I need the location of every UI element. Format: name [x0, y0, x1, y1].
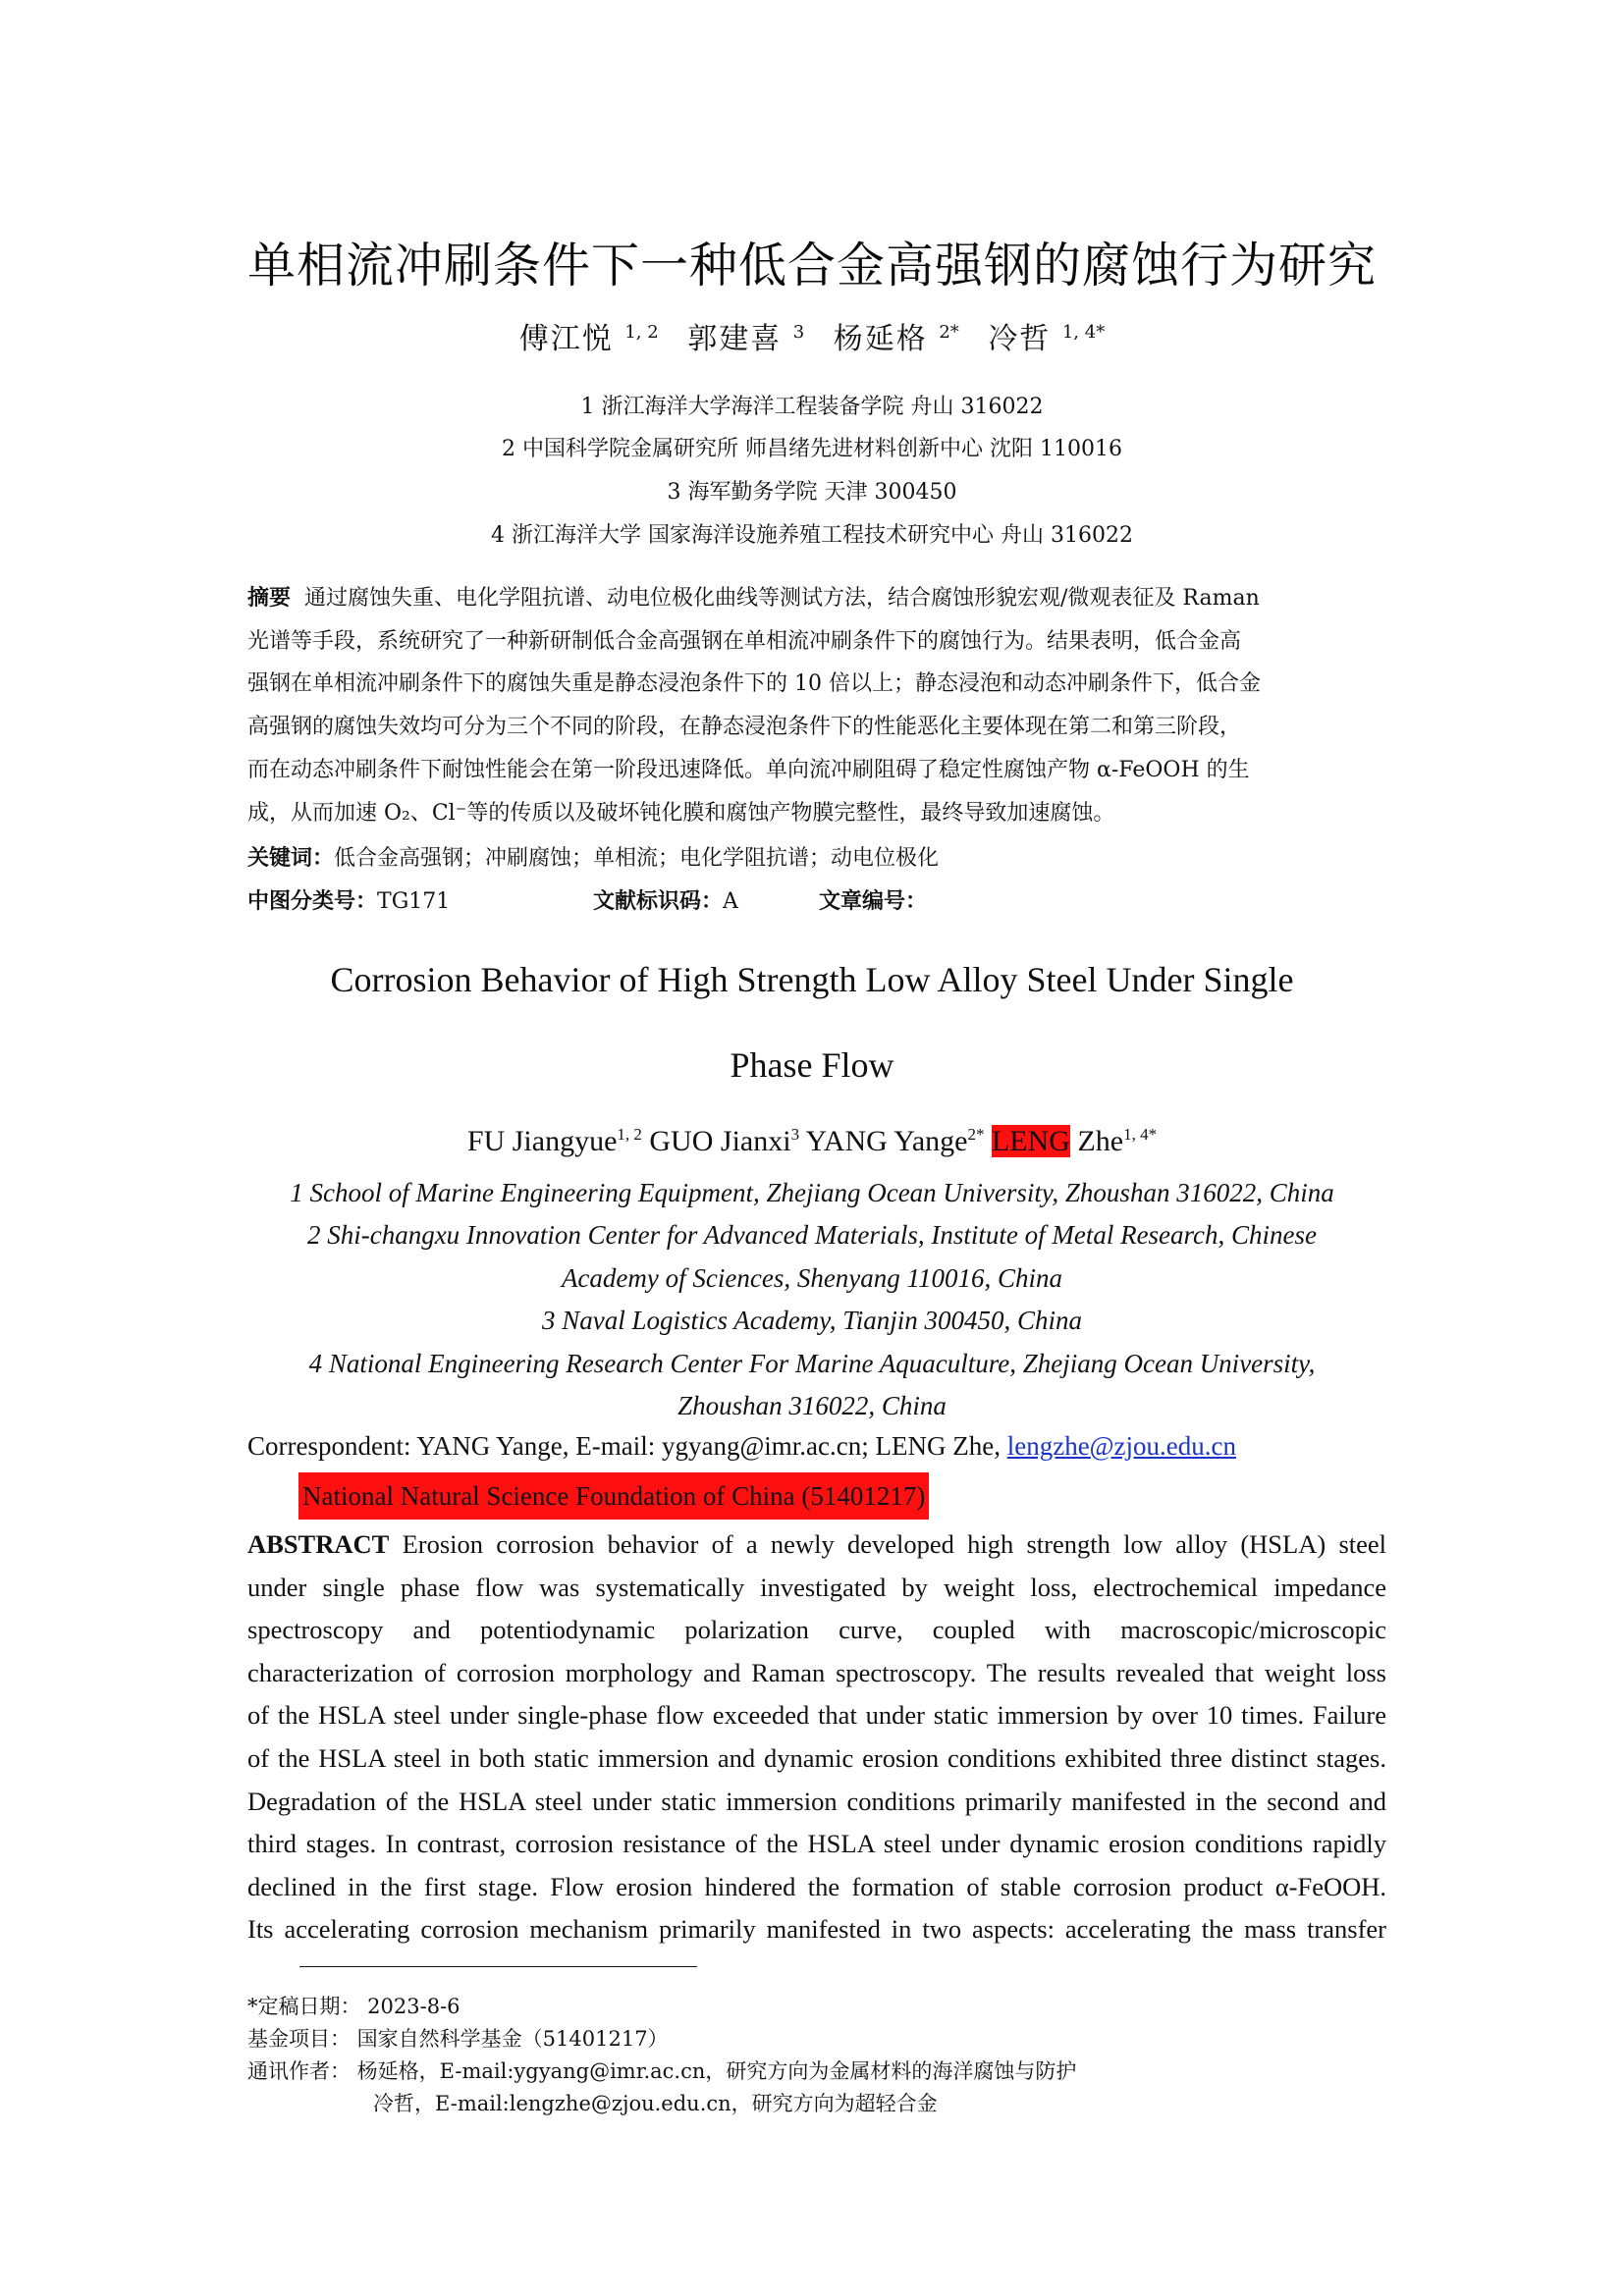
abstract-en — [247, 1523, 1386, 1951]
abstract-en-line: of the HSLA steel under single-phase flow exceeded that under static immersion by over 10 times. Failure — [247, 1700, 1386, 1731]
abstract-en-label: ABSTRACT — [247, 1529, 390, 1559]
abstract-cn — [247, 577, 1386, 834]
affiliation-en: 4 National Engineering Research Center For Marine Aquaculture, Zhejiang Ocean University, — [308, 1349, 1316, 1378]
highlighted-surname: LENG — [991, 1125, 1070, 1157]
affiliation-en: Zhoushan 316022, China — [677, 1391, 947, 1420]
affiliation-en: 3 Naval Logistics Academy, Tianjin 300450, China — [541, 1306, 1083, 1335]
classification-doc: 文献标识码：A — [593, 889, 738, 914]
author-cn: 傅江悦 $^{1, 2}$ — [518, 322, 659, 356]
author-cn: 冷哲 $^{1, 4*}$ — [988, 322, 1106, 356]
affiliation-en: 1 School of Marine Engineering Equipment, Zhejiang Ocean University, Zhoushan 316022, China — [290, 1178, 1334, 1207]
abstract-en-line: Its accelerating corrosion mechanism primarily manifested in two aspects: accelerating the mass transfer — [247, 1914, 1386, 1945]
affiliation-cn: 2 中国科学院金属研究所 师昌绪先进材料创新中心 沈阳 110016 — [502, 437, 1122, 461]
funding-en-highlight: National Natural Science Foundation of China (51401217) — [298, 1472, 929, 1520]
correspondent: Correspondent: YANG Yange, E-mail: ygyang@imr.ac.cn; LENG Zhe, lengzhe@zjou.edu.cn — [247, 1431, 1236, 1461]
email-link[interactable]: lengzhe@zjou.edu.cn — [1006, 1431, 1236, 1461]
abstract-en-line: spectroscopy and potentiodynamic polarization curve, coupled with macroscopic/microscopic — [247, 1615, 1386, 1645]
affiliation-cn: 3 海军勤务学院 天津 300450 — [667, 480, 957, 505]
title-en-line: Phase Flow — [730, 1045, 894, 1085]
title-en-line: Corrosion Behavior of High Strength Low Alloy Steel Under Single — [330, 960, 1294, 999]
footnote-divider — [299, 1966, 697, 1967]
author-cn: 郭建喜 $^3$ — [687, 322, 805, 356]
abstract-en-line: under single phase flow was systematically investigated by weight loss, electrochemical impedance — [247, 1572, 1386, 1602]
affiliation-en: Academy of Sciences, Shenyang 110016, China — [561, 1263, 1063, 1293]
abstract-en-line: declined in the first stage. Flow erosion hindered the formation of stable corrosion product α-FeOOH. — [247, 1871, 1386, 1901]
abstract-en-line: Degradation of the HSLA steel under static immersion conditions primarily manifested in the second and — [247, 1786, 1386, 1816]
footnote: 通讯作者： 杨延格，E-mail:ygyang@imr.ac.cn，研究方向为金属材料的海洋腐蚀与防护 — [247, 2059, 1077, 2083]
author-cn: 杨延格 $^{2*}$ — [833, 322, 959, 356]
abstract-cn-line: 强钢在单相流冲刷条件下的腐蚀失重是静态浸泡条件下的 10 倍以上；静态浸泡和动态冲刷条件下，低合金 — [247, 671, 1261, 697]
author-en: FU Jiangyue$^{1, 2}$ — [466, 1125, 642, 1157]
abstract-en-line: third stages. In contrast, corrosion resistance of the HSLA steel under dynamic erosion conditions rapidly — [247, 1829, 1386, 1859]
authors-en — [0, 1125, 1624, 1158]
affiliation-cn: 4 浙江海洋大学 国家海洋设施养殖工程技术研究中心 舟山 316022 — [491, 523, 1133, 548]
abstract-en-line: of the HSLA steel in both static immersion and dynamic erosion conditions exhibited three distinct stages. — [247, 1742, 1386, 1773]
affiliation-cn: 1 浙江海洋大学海洋工程装备学院 舟山 316022 — [580, 395, 1044, 419]
abstract-cn-line: 摘要 通过腐蚀失重、电化学阻抗谱、动电位极化曲线等测试方法，结合腐蚀形貌宏观/微观表征及 Raman — [247, 586, 1260, 611]
classification-clc: 中图分类号：TG171 — [247, 889, 451, 914]
keywords-cn-label: 关键词： — [247, 846, 335, 871]
abstract-en-line: characterization of corrosion morphology and Raman spectroscopy. The results revealed that weight loss — [247, 1657, 1386, 1687]
footnote: 基金项目： 国家自然科学基金（51401217） — [247, 2027, 669, 2051]
keywords-cn — [247, 841, 939, 872]
abstract-cn-label: 摘要 — [247, 586, 292, 611]
keywords-cn-value: 低合金高强钢；冲刷腐蚀；单相流；电化学阻抗谱；动电位极化 — [334, 846, 940, 871]
abstract-en-line: ABSTRACT Erosion corrosion behavior of a newly developed high strength low alloy (HSLA) steel — [247, 1529, 1387, 1559]
footnote: 冷哲，E-mail:lengzhe@zjou.edu.cn，研究方向为超轻合金 — [373, 2092, 938, 2115]
abstract-cn-line: 而在动态冲刷条件下耐蚀性能会在第一阶段迅速降低。单向流冲刷阻碍了稳定性腐蚀产物 α-FeOOH 的生 — [247, 757, 1250, 782]
footnote: *定稿日期： 2023-8-6 — [247, 1995, 460, 2018]
authors-cn — [0, 314, 1624, 357]
title-en — [0, 937, 1624, 1108]
affiliation-en: 2 Shi-changxu Innovation Center for Advanced Materials, Institute of Metal Research, Chinese — [306, 1220, 1318, 1250]
author-en: GUO Jianxi$^3$ — [649, 1125, 800, 1157]
author-en: LENG Zhe$^{1, 4*}$ — [991, 1125, 1158, 1157]
abstract-cn-line: 光谱等手段，系统研究了一种新研制低合金高强钢在单相流冲刷条件下的腐蚀行为。结果表明，低合金高 — [247, 628, 1242, 654]
classification-article: 文章编号： — [819, 889, 928, 914]
abstract-cn-line: 成，从而加速 O₂、Cl⁻等的传质以及破坏钝化膜和腐蚀产物膜完整性，最终导致加速腐蚀。 — [247, 800, 1115, 826]
abstract-cn-line: 高强钢的腐蚀失效均可分为三个不同的阶段，在静态浸泡条件下的性能恶化主要体现在第二和第三阶段， — [247, 715, 1242, 740]
author-en: YANG Yange$^{2*}$ — [805, 1125, 985, 1157]
title-cn: 单相流冲刷条件下一种低合金高强钢的腐蚀行为研究 — [246, 238, 1377, 294]
